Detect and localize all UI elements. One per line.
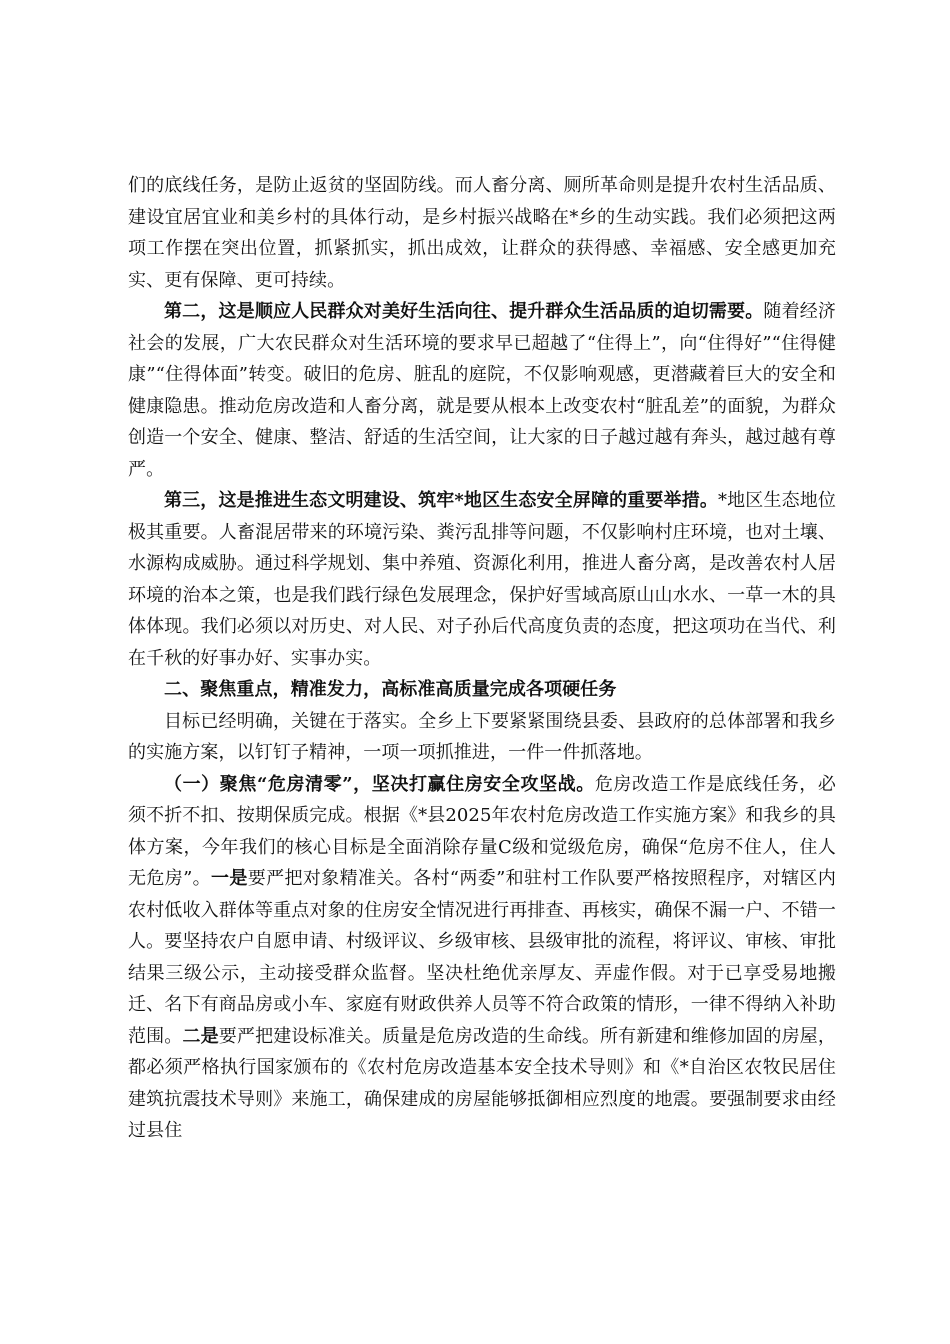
paragraph-2 xyxy=(128,296,836,485)
paragraph-2-body: 随着经济社会的发展，广大农民群众对生活环境的要求早已超越了“住得上”，向“住得好”“住得健康”“住得体面”转变。破旧的危房、脏乱的庭院，不仅影响观感，更潜藏着巨大的安全和健康隐患。推动危房改造和人畜分离，就是要从根本上改变农村“脏乱差”的面貌，为群众创造一个安全、健康、整洁、舒适的生活空间，让大家的日子越过越有奔头，越过越有尊严。 xyxy=(128,301,836,480)
paragraph-3-lead: 第三，这是推进生态文明建设、筑牢*地区生态安全屏障的重要举措。 xyxy=(164,490,719,511)
paragraph-3 xyxy=(128,485,836,674)
paragraph-5 xyxy=(128,769,836,1147)
paragraph-5-lead: （一）聚焦“危房清零”，坚决打赢住房安全攻坚战。 xyxy=(164,773,595,795)
paragraph-2-lead: 第二，这是顺应人民群众对美好生活向往、提升群众生活品质的迫切需要。 xyxy=(164,301,764,322)
paragraph-3-body: *地区生态地位极其重要。人畜混居带来的环境污染、粪污乱排等问题，不仅影响村庄环境，也对土壤、水源构成威胁。通过科学规划、集中养殖、资源化利用，推进人畜分离，是改善农村人居环境的治本之策，也是我们践行绿色发展理念，保护好雪域高原山山水水、一草一木的具体体现。我们必须以对历史、对人民、对子孙后代高度负责的态度，把这项功在当代、利在千秋的好事办好、实事办实。 xyxy=(128,490,837,669)
paragraph-5-body-1: 危房改造工作是底线任务，必须不折不扣、按期保质完成。根据《*县2025年农村危房改造工作实施方案》和我乡的具体方案，今年我们的核心目标是全面消除存量C级和觉级危房，确保“危房不住人，住人无危房”。 xyxy=(128,773,836,889)
document-page xyxy=(128,170,836,1147)
paragraph-5-body-3: 要严把建设标准关。质量是危房改造的生命线。所有新建和维修加固的房屋，都必须严格执行国家颁布的《农村危房改造基本安全技术导则》和《*自治区农牧民居住建筑抗震技术导则》来施工，确保建成的房屋能够抵御相应烈度的地震。要强制要求由经过县住 xyxy=(128,1025,836,1141)
paragraph-5-lead-2: 一是 xyxy=(211,868,248,889)
paragraph-4: 目标已经明确，关键在于落实。全乡上下要紧紧围绕县委、县政府的总体部署和我乡的实施方案，以钉钉子精神，一项一项抓推进，一件一件抓落地。 xyxy=(128,710,836,763)
paragraph-5-lead-3: 二是 xyxy=(182,1025,219,1047)
section-heading: 二、聚焦重点，精准发力，高标准高质量完成各项硬任务 xyxy=(164,679,617,700)
paragraph-1: 们的底线任务，是防止返贫的坚固防线。而人畜分离、厕所革命则是提升农村生活品质、建设宜居宜业和美乡村的具体行动，是乡村振兴战略在*乡的生动实践。我们必须把这两项工作摆在突出位置，抓紧抓实，抓出成效，让群众的获得感、幸福感、安全感更加充实、更有保障、更可持续。 xyxy=(128,175,836,291)
paragraph-5-body-2: 要严把对象精准关。各村“两委”和驻村工作队要严格按照程序，对辖区内农村低收入群体等重点对象的住房安全情况进行再排查、再核实，确保不漏一户、不错一人。要坚持农户自愿申请、村级评议、乡级审核、县级审批的流程，将评议、审核、审批结果三级公示，主动接受群众监督。坚决杜绝优亲厚友、弄虚作假。对于已享受易地搬迁、名下有商品房或小车、家庭有财政供养人员等不符合政策的情形，一律不得纳入补助范围。 xyxy=(128,868,837,1047)
